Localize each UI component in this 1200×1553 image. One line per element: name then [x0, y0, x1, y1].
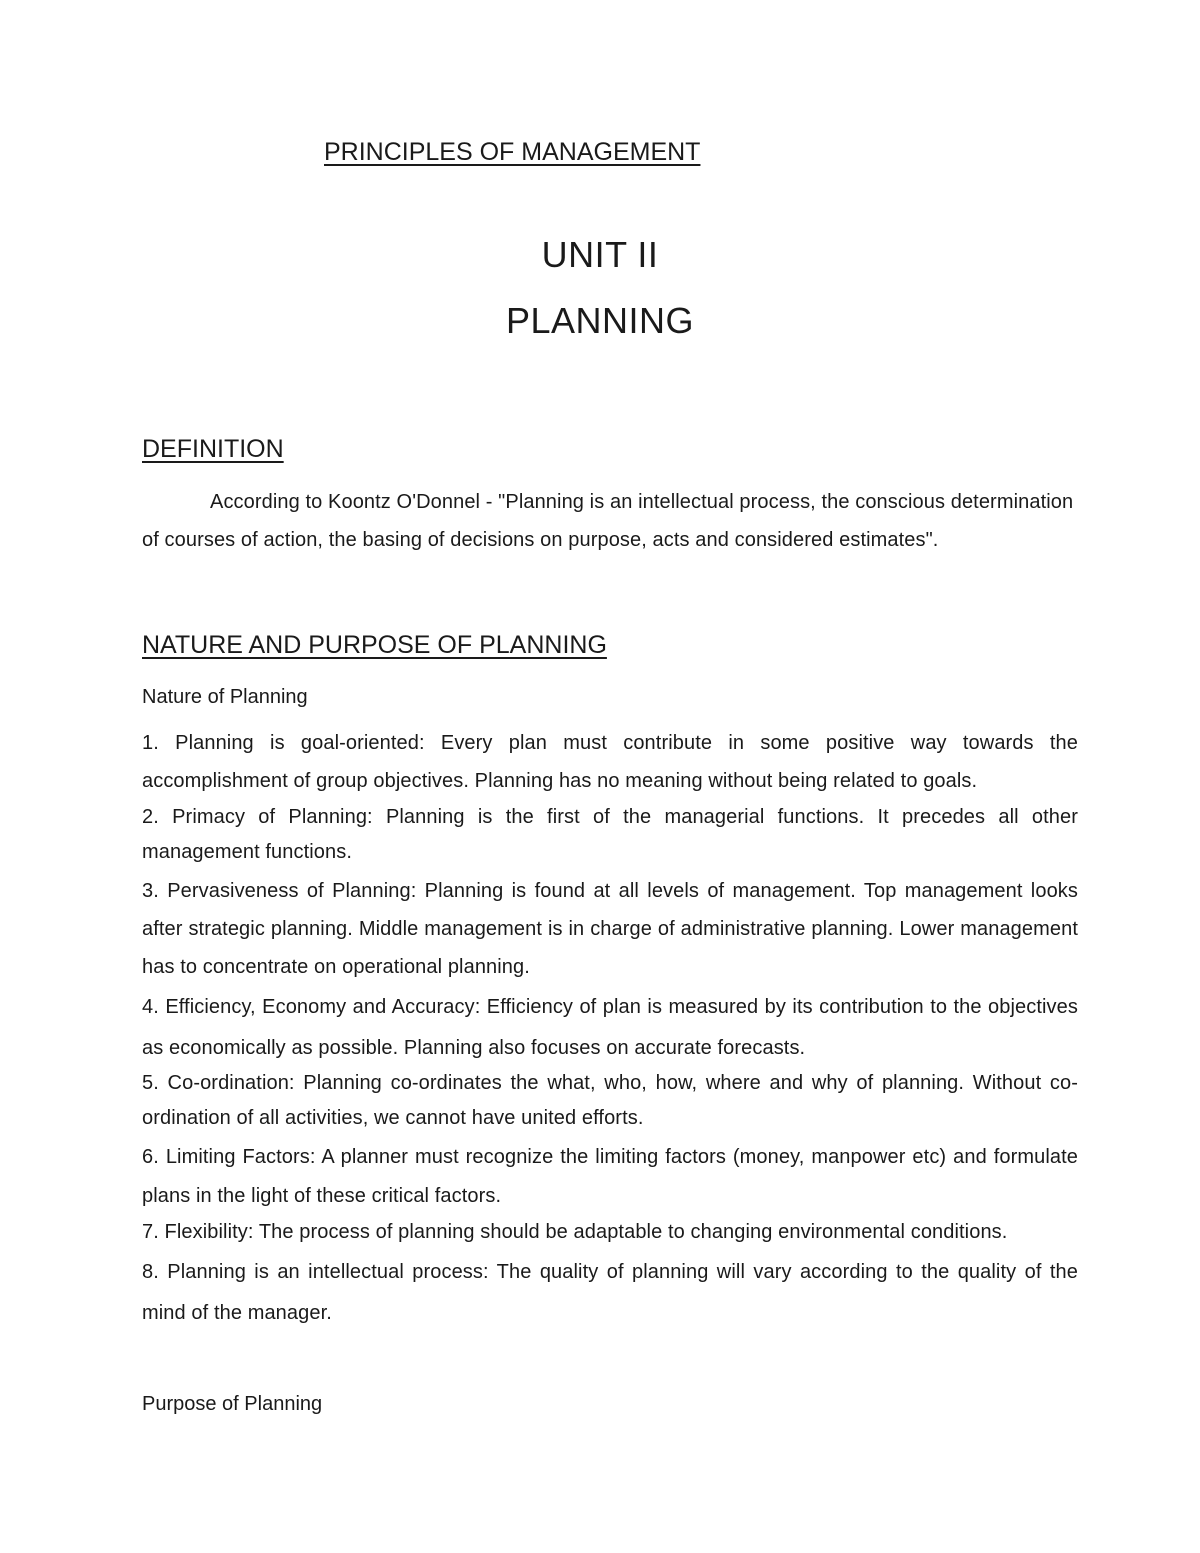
section-heading-nature-purpose: NATURE AND PURPOSE OF PLANNING: [142, 631, 607, 659]
list-item: 5. Co-ordination: Planning co-ordinates the what, who, how, where and why of planning. Without co-ordination of all activities, we cannot have united efforts.: [142, 1072, 1078, 1129]
definition-paragraph: According to Koontz O'Donnel - "Planning is an intellectual process, the conscious determination of courses of action, the basing of decisions on purpose, acts and considered estimates".: [142, 491, 1074, 551]
list-item: 2. Primacy of Planning: Planning is the first of the managerial functions. It precedes all other management functions.: [142, 806, 1078, 863]
nature-list: [142, 724, 1078, 1334]
list-item: 7. Flexibility: The process of planning should be adaptable to changing environmental conditions.: [142, 1221, 1008, 1243]
subheading-nature: Nature of Planning: [142, 686, 308, 708]
subheading-purpose: Purpose of Planning: [142, 1393, 323, 1415]
course-title: PRINCIPLES OF MANAGEMENT: [324, 138, 701, 166]
list-item: 1. Planning is goal-oriented: Every plan must contribute in some positive way towards the accomplishment of group objectives. Planning has no meaning without being related to goals.: [142, 732, 1078, 792]
list-item: 8. Planning is an intellectual process: The quality of planning will vary according to the quality of the mind of the manager.: [142, 1261, 1078, 1324]
list-item: 6. Limiting Factors: A planner must recognize the limiting factors (money, manpower etc) and formulate plans in the light of these critical factors.: [142, 1146, 1078, 1207]
unit-number: UNIT II: [541, 234, 659, 275]
section-heading-definition: DEFINITION: [142, 435, 284, 463]
unit-topic: PLANNING: [505, 300, 695, 341]
list-item: 4. Efficiency, Economy and Accuracy: Efficiency of plan is measured by its contribution to the objectives as economically as possible. Planning also focuses on accurate forecasts.: [142, 996, 1078, 1059]
list-item: 3. Pervasiveness of Planning: Planning is found at all levels of management. Top management looks after strategic planning. Middle management is in charge of administrative planning. Lower management has to concentrate on operational planning.: [142, 880, 1078, 978]
